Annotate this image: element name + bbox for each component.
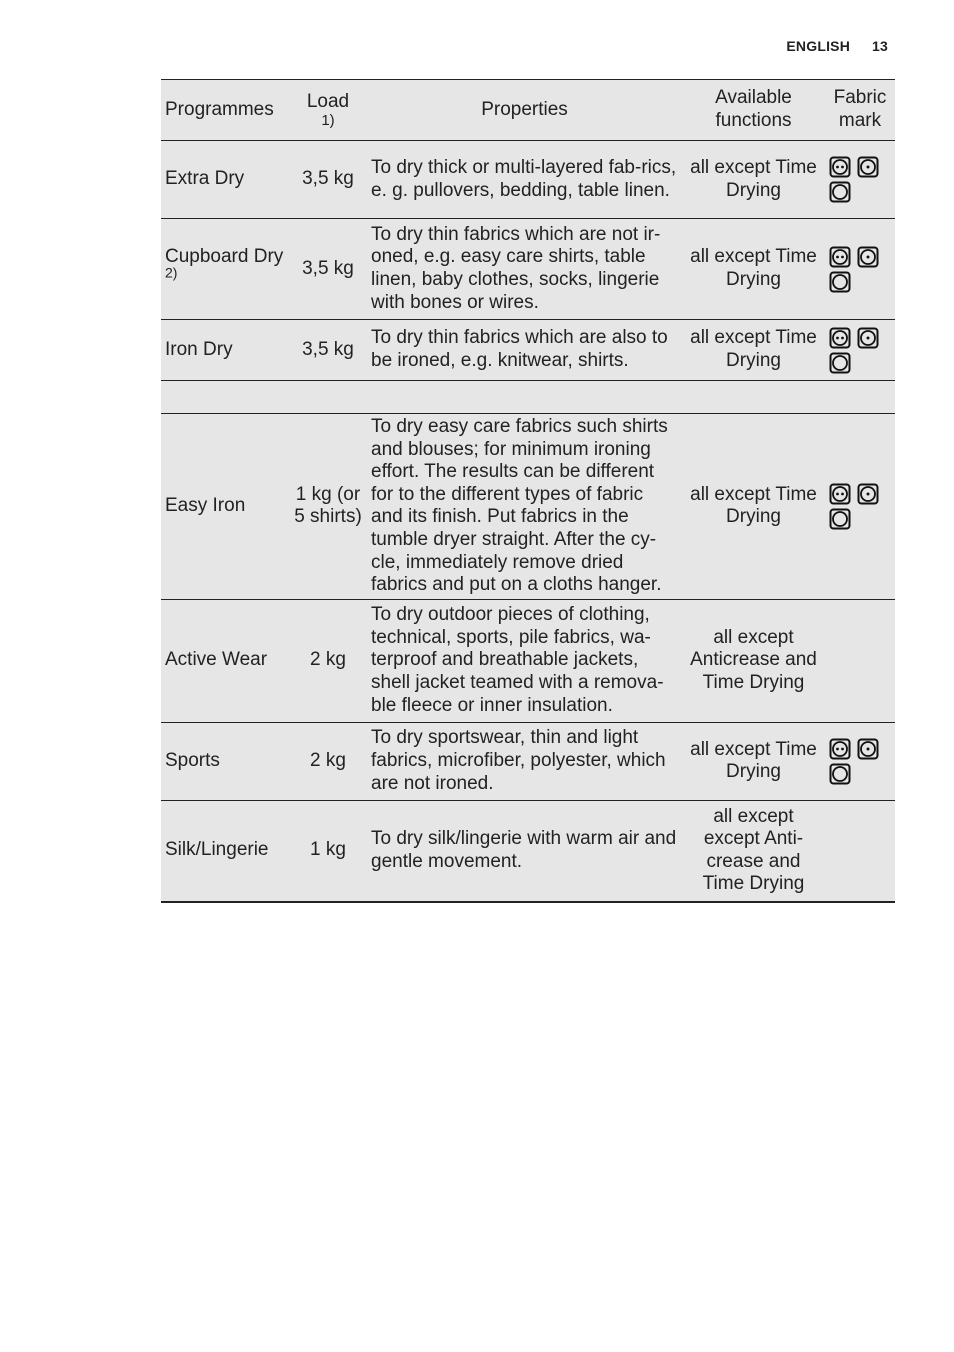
programme-functions: all except Time Drying	[682, 141, 825, 219]
table-row	[161, 722, 895, 800]
programme-load: 2 kg	[289, 722, 367, 800]
empty-cell	[161, 381, 895, 414]
col-header-load	[289, 80, 367, 141]
page-header	[786, 38, 888, 54]
programme-properties: To dry easy care fabrics such shirts and blouses; for minimum ironing effort. The results can be different for to the different types of fabric and its finish. Put fabrics in the tumble dryer straight. After the cy-cle, immediately remove dried fabrics and put on a cloths hanger.	[367, 414, 682, 600]
programme-name	[161, 219, 289, 320]
tumble-dry-any-icon	[829, 763, 851, 785]
tumble-dry-normal-icon	[829, 483, 851, 505]
programme-load: 3,5 kg	[289, 219, 367, 320]
programme-functions: all except except Anti-crease and Time Drying	[682, 800, 825, 902]
tumble-dry-any-icon	[829, 181, 851, 203]
col-header-fabric-mark: Fabric mark	[825, 80, 895, 141]
table-row-empty	[161, 381, 895, 414]
programme-name: Active Wear	[161, 599, 289, 722]
programme-properties: To dry outdoor pieces of clothing, technical, sports, pile fabrics, wa-terproof and breathable jackets, shell jacket teamed with a remova-ble fleece or inner insulation.	[367, 599, 682, 722]
programme-load: 3,5 kg	[289, 320, 367, 381]
tumble-dry-normal-icon	[829, 738, 851, 760]
col-header-load-label: Load	[306, 90, 350, 112]
programme-functions: all except Time Drying	[682, 320, 825, 381]
programme-properties: To dry thin fabrics which are not ir-oned, e.g. easy care shirts, table linen, baby clothes, socks, lingerie with bones or wires.	[367, 219, 682, 320]
table-header-row	[161, 80, 895, 141]
fabric-mark-cell	[825, 599, 895, 722]
tumble-dry-normal-icon	[829, 246, 851, 268]
header-language: ENGLISH	[786, 38, 851, 54]
table-row	[161, 320, 895, 381]
col-header-programmes: Programmes	[161, 80, 289, 141]
programme-load: 2 kg	[289, 599, 367, 722]
programme-name-text: Cupboard Dry	[165, 246, 284, 268]
table-row	[161, 800, 895, 902]
tumble-dry-low-icon	[857, 246, 879, 268]
page-number: 13	[872, 38, 888, 54]
programme-properties: To dry thin fabrics which are also to be ironed, e.g. knitwear, shirts.	[367, 320, 682, 381]
tumble-dry-any-icon	[829, 352, 851, 374]
table-row	[161, 141, 895, 219]
fabric-mark-cell	[825, 320, 895, 381]
col-header-functions: Available functions	[682, 80, 825, 141]
fabric-mark-cell	[825, 414, 895, 600]
tumble-dry-any-icon	[829, 271, 851, 293]
programme-load: 1 kg	[289, 800, 367, 902]
tumble-dry-low-icon	[857, 483, 879, 505]
programme-load: 3,5 kg	[289, 141, 367, 219]
tumble-dry-low-icon	[857, 738, 879, 760]
programme-load: 1 kg (or 5 shirts)	[289, 414, 367, 600]
programme-functions: all except Time Drying	[682, 414, 825, 600]
programme-properties: To dry sportswear, thin and light fabrics, microfiber, polyester, which are not ironed.	[367, 722, 682, 800]
tumble-dry-low-icon	[857, 156, 879, 178]
programme-name: Extra Dry	[161, 141, 289, 219]
tumble-dry-low-icon	[857, 327, 879, 349]
programme-properties: To dry silk/lingerie with warm air and gentle movement.	[367, 800, 682, 902]
programme-name: Iron Dry	[161, 320, 289, 381]
programme-name: Sports	[161, 722, 289, 800]
tumble-dry-any-icon	[829, 508, 851, 530]
col-header-properties: Properties	[367, 80, 682, 141]
table-row	[161, 414, 895, 600]
fabric-mark-cell	[825, 722, 895, 800]
fabric-mark-cell	[825, 800, 895, 902]
table-row	[161, 599, 895, 722]
tumble-dry-normal-icon	[829, 327, 851, 349]
programme-name: Silk/Lingerie	[161, 800, 289, 902]
tumble-dry-normal-icon	[829, 156, 851, 178]
programme-functions: all except Anticrease and Time Drying	[682, 599, 825, 722]
programme-name: Easy Iron	[161, 414, 289, 600]
col-header-load-note: 1)	[321, 112, 335, 130]
programmes-table	[161, 79, 895, 903]
programme-functions: all except Time Drying	[682, 219, 825, 320]
fabric-mark-cell	[825, 141, 895, 219]
programme-note: 2)	[165, 264, 178, 281]
table-row	[161, 219, 895, 320]
fabric-mark-cell	[825, 219, 895, 320]
programme-functions: all except Time Drying	[682, 722, 825, 800]
programme-properties: To dry thick or multi-layered fab-rics, e. g. pullovers, bedding, table linen.	[367, 141, 682, 219]
